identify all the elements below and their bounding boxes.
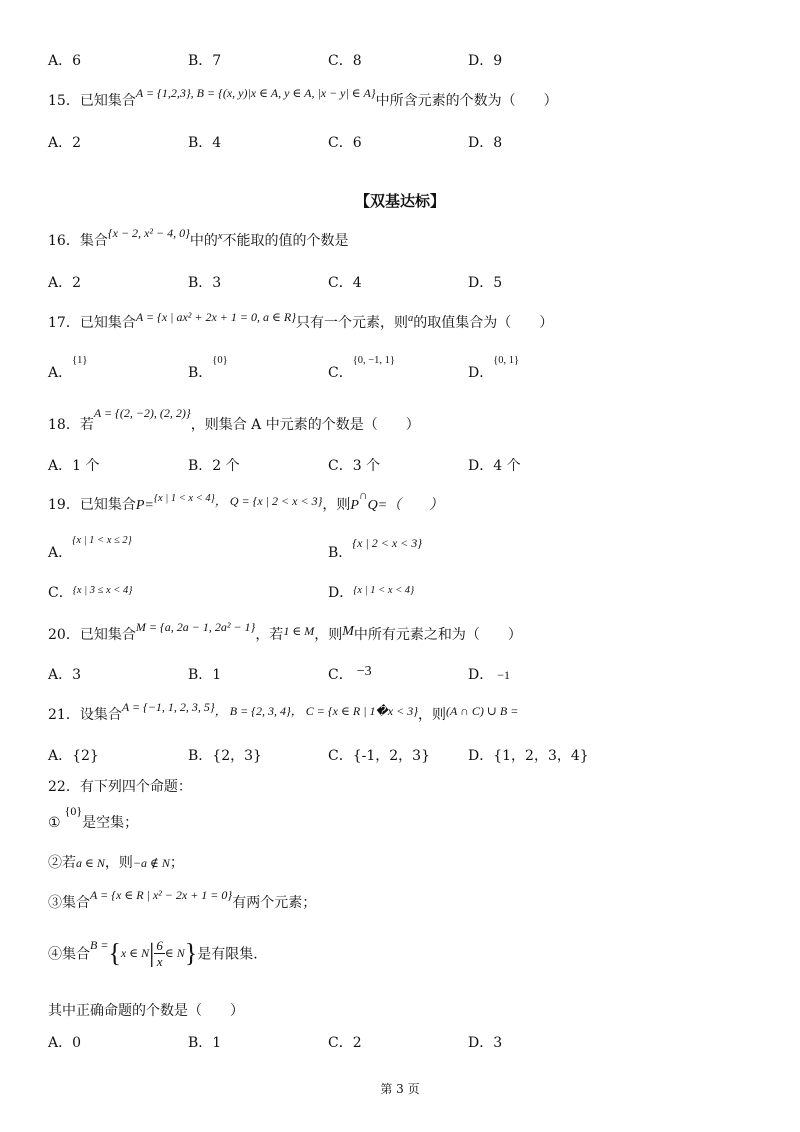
q19-q-end: Q=（ ） <box>367 498 444 513</box>
q16-var: x <box>217 231 223 242</box>
q16-option-b: B．3 <box>188 275 222 291</box>
section-title: 【双基达标】 <box>354 192 445 210</box>
q20-option-d <box>468 664 510 684</box>
q17-option-d-label: D． <box>468 365 494 381</box>
q22-p4-numerator: 6 <box>156 938 163 953</box>
q20-option-b-value: 1 <box>212 667 222 683</box>
q19-cap: ∩ <box>358 488 368 502</box>
q16-option-d: D．5 <box>468 275 503 291</box>
question-18 <box>48 406 420 434</box>
q18-option-d: D．4 个 <box>468 458 521 474</box>
q20-option-a-label: A． <box>48 667 73 683</box>
q19-option-a-value: {x | 1 < x ≤ 2} <box>72 535 132 546</box>
q17-option-b <box>188 355 228 382</box>
q20-var: M <box>342 624 354 639</box>
q21-b-set: ， B = {2, 3, 4} <box>214 704 291 718</box>
q20-option-b-label: B． <box>188 667 213 683</box>
q22-p4-open-brace: { <box>108 938 121 968</box>
q19-option-d <box>328 582 414 602</box>
q22-option-c: C．2 <box>328 1035 362 1051</box>
q22-option-a: A．0 <box>48 1035 82 1051</box>
q20-option-c <box>328 664 372 684</box>
q20-prefix: 20．已知集合 <box>48 627 136 643</box>
q18-suffix: ，则集合 A 中元素的个数是（ ） <box>190 417 420 433</box>
q22-p1-num: ① <box>48 815 61 831</box>
q22-p2-end: ； <box>169 855 184 871</box>
q22-p1-set: {0} <box>64 804 83 818</box>
q19-option-c <box>48 582 132 602</box>
q22-p2-math2: −a ∉ N <box>132 856 170 870</box>
q22-p3-text: 有两个元素； <box>232 895 317 911</box>
q21-option-a: A．{2} <box>48 748 99 764</box>
q16-set: {x − 2, x² − 4, 0} <box>107 226 190 240</box>
q15-option-b: B．4 <box>188 135 222 151</box>
q22-p4-text: 是有限集. <box>197 946 258 963</box>
q14-option-c: C．8 <box>328 53 362 69</box>
q16-option-a: A．2 <box>48 275 82 291</box>
q20-option-c-value: −3 <box>356 664 372 679</box>
q19-p-set: {x | 1 < x < 4} <box>153 493 215 504</box>
q16-prefix: 16．集合 <box>48 233 108 249</box>
q16-mid: 中的 <box>189 233 218 249</box>
q21-c-set: ， C = {x ∈ R | 1�x < 3} <box>290 704 419 718</box>
q17-option-c-label: C． <box>328 365 353 381</box>
q17-option-d-value: {0, 1} <box>493 355 520 366</box>
q21-tail: ，则 <box>418 707 447 723</box>
q19-prefix: 19．已知集合 <box>48 497 136 513</box>
q17-option-a-label: A． <box>48 365 73 381</box>
q15-option-c: C．6 <box>328 135 362 151</box>
q18-option-c: C．3 个 <box>328 458 381 474</box>
q19-option-b-label: B． <box>328 545 353 561</box>
q15-option-d: D．8 <box>468 135 503 151</box>
q17-option-a-value: {1} <box>72 355 88 366</box>
q20-option-a <box>48 664 81 684</box>
q19-option-d-value: {x | 1 < x < 4} <box>353 585 415 596</box>
q21-option-b: B．{2，3} <box>188 748 262 764</box>
question-20 <box>48 620 522 644</box>
q20-option-d-label: D． <box>468 667 494 683</box>
q20-cond: 1 ∈ M <box>283 624 315 638</box>
q15-set-expression: A = {1,2,3}, B = {(x, y)|x ∈ A, y ∈ A, |x − y| ∈ A} <box>135 86 376 100</box>
q22-option-b: B．1 <box>188 1035 222 1051</box>
q17-var: a <box>408 313 414 324</box>
page-number: 第 3 页 <box>380 1082 420 1096</box>
question-15 <box>48 86 558 110</box>
q19-option-d-label: D． <box>328 585 354 601</box>
q17-option-c-value: {0, −1, 1} <box>352 355 395 366</box>
q15-option-a: A．2 <box>48 135 82 151</box>
q22-p4-denominator: x <box>156 954 163 969</box>
q18-option-a: A．1 个 <box>48 458 100 474</box>
question-17 <box>48 312 553 332</box>
q19-option-c-value: {x | 3 ≤ x < 4} <box>72 585 133 596</box>
q19-then: ，则 <box>322 497 351 513</box>
q22-proposition-3 <box>48 888 317 912</box>
q20-mid: ，若 <box>255 627 284 643</box>
q17-suffix: 的取值集合为（ ） <box>413 315 554 331</box>
q14-option-a: A．6 <box>48 53 82 69</box>
q22-question: 其中正确命题的个数是（ ） <box>48 1003 244 1019</box>
q22-proposition-1 <box>48 804 139 832</box>
q19-option-b-value: {x | 2 < x < 3} <box>352 536 423 550</box>
q22-p4-bar: | <box>149 938 155 968</box>
q20-option-d-value: −1 <box>497 668 511 682</box>
q16-suffix: 不能取的值的个数是 <box>222 233 349 249</box>
q22-p3-set: A = {x ∈ R | x² − 2x + 1 = 0} <box>90 888 233 902</box>
q20-option-c-label: C． <box>328 667 353 683</box>
q17-option-b-value: {0} <box>212 355 228 366</box>
q17-option-c <box>328 355 395 382</box>
q22-p4-right: ∈ N <box>164 946 185 960</box>
q17-option-a <box>48 355 88 382</box>
q19-option-b <box>328 536 423 562</box>
q22-p4-x: x ∈ N <box>120 946 150 960</box>
q21-option-c: C．{-1，2，3} <box>328 748 430 764</box>
q22-p3-num: ③集合 <box>48 895 90 911</box>
question-19 <box>48 488 444 514</box>
q22-proposition-4 <box>48 938 258 969</box>
q14-option-d: D．9 <box>468 53 503 69</box>
q20-option-b <box>188 664 221 684</box>
q17-option-d <box>468 355 520 382</box>
q16-option-c: C．4 <box>328 275 362 291</box>
q17-set: A = {x | ax² + 2x + 1 = 0, a ∈ R} <box>135 310 297 324</box>
q20-set: M = {a, 2a − 1, 2a² − 1} <box>135 620 256 634</box>
q21-prefix: 21．设集合 <box>48 707 122 723</box>
q21-expr: (A ∩ C) ∪ B = <box>446 704 519 718</box>
q22-proposition-2 <box>48 852 184 872</box>
q17-prefix: 17．已知集合 <box>48 315 136 331</box>
q22-p4-fraction <box>154 938 165 969</box>
q22-stem: 22．有下列四个命题： <box>48 779 192 795</box>
q15-prefix: 15．已知集合 <box>48 93 136 109</box>
q19-option-a-label: A． <box>48 545 73 561</box>
q19-p-label: P= <box>135 498 154 513</box>
q21-a-set: A = {−1, 1, 2, 3, 5} <box>121 700 215 714</box>
q19-p: P <box>350 498 359 513</box>
q22-p4-close-brace: } <box>184 938 198 968</box>
q20-suffix: 中所有元素之和为（ ） <box>353 627 522 643</box>
q18-set: A = {(2, −2), (2, 2)} <box>93 406 191 420</box>
q20-option-a-value: 3 <box>72 667 82 683</box>
q18-option-b: B．2 个 <box>188 458 240 474</box>
q18-prefix: 18．若 <box>48 417 94 433</box>
q22-option-d: D．3 <box>468 1035 503 1051</box>
q17-mid: 只有一个元素，则 <box>296 315 409 331</box>
q15-suffix: 中所含元素的个数为（ ） <box>375 93 558 109</box>
q22-p2-mid: ，则 <box>104 855 133 871</box>
q20-mid2: ，则 <box>314 627 343 643</box>
question-21 <box>48 700 519 724</box>
q22-p4-num: ④集合 <box>48 946 90 963</box>
q22-p1-text: 是空集； <box>82 815 139 831</box>
q19-q-set: ， Q = {x | 2 < x < 3} <box>214 494 323 508</box>
q19-option-c-label: C． <box>48 585 73 601</box>
q14-option-b: B．7 <box>188 53 222 69</box>
q22-p2-num: ②若 <box>48 855 76 871</box>
question-16 <box>48 226 349 250</box>
q22-p2-math: a ∈ N <box>76 856 105 870</box>
q17-option-b-label: B． <box>188 365 213 381</box>
q21-option-d: D．{1，2，3，4} <box>468 748 589 764</box>
q22-p4-left: B = <box>90 938 109 952</box>
